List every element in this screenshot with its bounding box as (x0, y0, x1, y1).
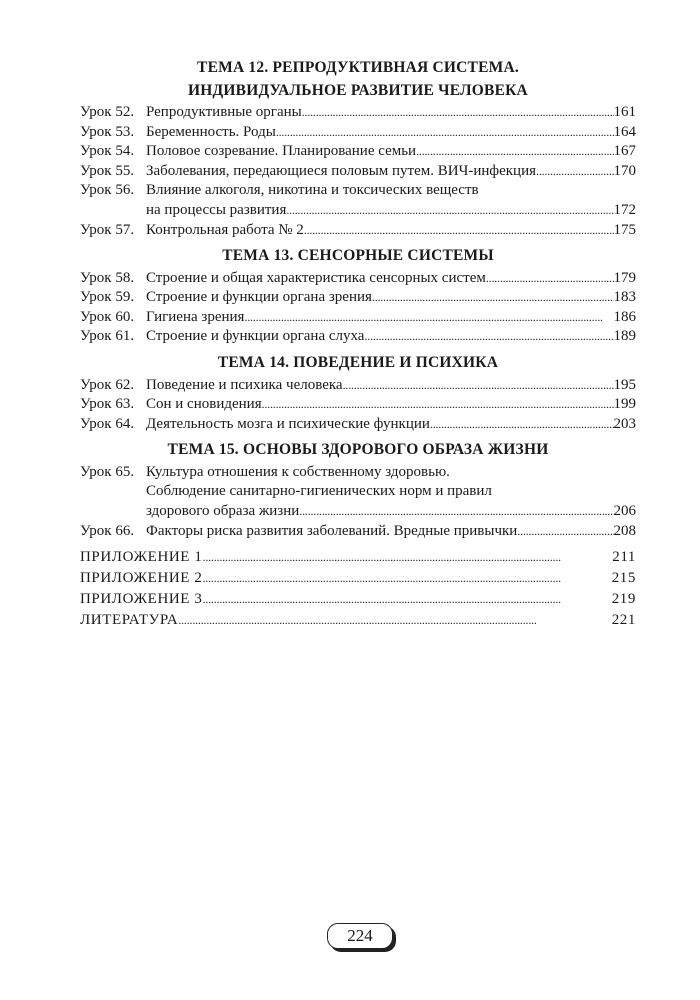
toc-entry[interactable] (80, 103, 636, 123)
page-reference: 199 (613, 396, 636, 413)
page-reference: 183 (613, 289, 636, 306)
dot-leader (343, 376, 614, 396)
lesson-number: Урок 57. (80, 221, 135, 238)
dot-leader (430, 415, 614, 435)
toc-entry-line (80, 162, 636, 182)
table-of-contents (80, 58, 636, 631)
toc-entry-line (80, 221, 636, 241)
page-reference: 221 (611, 612, 636, 629)
lesson-number: Урок 53. (80, 123, 135, 140)
lesson-number: Урок 66. (80, 522, 135, 539)
lesson-title: на процессы развития (146, 201, 287, 218)
topic-title: ИНДИВИДУАЛЬНОЕ РАЗВИТИЕ ЧЕЛОВЕКА (188, 81, 528, 99)
page-reference: 161 (613, 104, 636, 120)
toc-topic-section (80, 246, 636, 347)
lesson-number: Урок 65. (80, 463, 135, 480)
lesson-number: Урок 56. (80, 182, 135, 199)
toc-entry[interactable] (80, 415, 636, 435)
toc-entry[interactable] (80, 522, 636, 542)
toc-entry[interactable] (80, 568, 636, 589)
toc-entry[interactable] (80, 288, 636, 308)
page-reference: 186 (613, 308, 636, 325)
lesson-title: Деятельность мозга и психические функции (146, 415, 430, 432)
toc-entry-line (80, 502, 636, 522)
topic-title: ТЕМА 15. ОСНОВЫ ЗДОРОВОГО ОБРАЗА ЖИЗНИ (167, 441, 549, 459)
lesson-title: Влияние алкоголя, никотина и токсических веществ (146, 182, 479, 199)
toc-entry[interactable] (80, 123, 636, 143)
appendix-title: ПРИЛОЖЕНИЕ 1 (80, 549, 203, 566)
toc-entry[interactable] (80, 162, 636, 182)
dot-leader (203, 568, 612, 589)
appendix-title: ПРИЛОЖЕНИЕ 2 (80, 570, 203, 587)
toc-entry-line (80, 482, 636, 502)
dot-leader (517, 522, 613, 542)
page-reference: 179 (613, 269, 636, 286)
appendix-title: ПРИЛОЖЕНИЕ 3 (80, 591, 203, 608)
lesson-number: Урок 63. (80, 396, 135, 413)
page-reference: 208 (613, 522, 636, 539)
lesson-number: Урок 61. (80, 328, 135, 345)
dot-leader (364, 327, 613, 347)
dot-leader (262, 395, 614, 415)
toc-entry[interactable] (80, 376, 636, 396)
dot-leader (276, 123, 614, 143)
lesson-number: Урок 64. (80, 415, 135, 432)
lesson-number: Урок 60. (80, 308, 135, 325)
dot-leader (244, 308, 613, 328)
lesson-title: здорового образа жизни (146, 503, 300, 519)
toc-entry-line (80, 123, 636, 143)
toc-entry[interactable] (80, 308, 636, 328)
page-reference: 203 (613, 415, 636, 432)
toc-entry-line (80, 269, 636, 289)
lesson-title: Гигиена зрения (146, 308, 245, 325)
lesson-title: Строение и общая характеристика сенсорных систем (146, 269, 486, 286)
toc-topic-section (80, 440, 636, 541)
lesson-title: Беременность. Роды (146, 123, 276, 140)
lesson-title: Репродуктивные органы (146, 104, 302, 120)
lesson-title: Половое созревание. Планирование семьи (146, 143, 417, 160)
page-reference: 215 (611, 570, 636, 587)
dot-leader (372, 288, 614, 308)
dot-leader (286, 201, 613, 221)
toc-entry[interactable] (80, 589, 636, 610)
toc-entry[interactable] (80, 395, 636, 415)
toc-entry-line (80, 463, 636, 483)
toc-entry-line (80, 376, 636, 396)
toc-appendices (80, 547, 636, 631)
toc-entry[interactable] (80, 181, 636, 220)
topic-title: ТЕМА 13. СЕНСОРНЫЕ СИСТЕМЫ (222, 247, 494, 265)
toc-entry[interactable] (80, 327, 636, 347)
toc-entry-line (80, 103, 636, 123)
appendix-title: ЛИТЕРАТУРА (80, 612, 179, 629)
toc-entry[interactable] (80, 142, 636, 162)
page-reference: 167 (613, 143, 636, 160)
toc-entry[interactable] (80, 463, 636, 522)
page-reference: 219 (611, 591, 636, 608)
toc-entry-line (80, 395, 636, 415)
lesson-title: Сон и сновидения (146, 396, 262, 413)
topic-title: ТЕМА 14. ПОВЕДЕНИЕ И ПСИХИКА (217, 354, 499, 372)
dot-leader (299, 502, 613, 522)
toc-entry-line (80, 327, 636, 347)
dot-leader (416, 142, 613, 162)
lesson-title: Факторы риска развития заболеваний. Вредные привычки (146, 522, 518, 539)
toc-entry-line (80, 288, 636, 308)
dot-leader (203, 589, 612, 610)
page-reference: 164 (613, 123, 636, 140)
lesson-title: Культура отношения к собственному здоровью. (146, 463, 450, 480)
lesson-number: Урок 52. (80, 104, 135, 120)
page-reference: 211 (612, 549, 636, 566)
page-reference: 206 (613, 503, 636, 519)
lesson-number: Урок 62. (80, 376, 135, 393)
page-reference: 195 (613, 376, 636, 393)
dot-leader (302, 103, 614, 123)
topic-title: ТЕМА 12. РЕПРОДУКТИВНАЯ СИСТЕМА. (197, 59, 519, 76)
lesson-title: Строение и функции органа зрения (146, 289, 372, 306)
page-reference: 170 (613, 162, 636, 179)
dot-leader (486, 269, 614, 289)
lesson-title: Поведение и психика человека (146, 376, 343, 393)
lesson-title: Заболевания, передающиеся половым путем. ВИЧ-инфекция (146, 162, 537, 179)
toc-entry-line (80, 308, 636, 328)
toc-entry-line (80, 142, 636, 162)
toc-entry-line (80, 201, 636, 221)
toc-entry[interactable] (80, 610, 636, 631)
toc-entry[interactable] (80, 221, 636, 241)
toc-entry-line (80, 415, 636, 435)
lesson-title: Контрольная работа № 2 (146, 221, 304, 238)
toc-entry-line (80, 522, 636, 542)
lesson-number: Урок 55. (80, 162, 135, 179)
toc-topic-section (80, 353, 636, 434)
dot-leader (178, 610, 611, 631)
lesson-number: Урок 59. (80, 289, 135, 306)
lesson-title: Строение и функции органа слуха (146, 328, 365, 345)
dot-leader (536, 162, 613, 182)
toc-entry-line (80, 181, 636, 201)
toc-topic-section (80, 58, 636, 240)
lesson-title: Соблюдение санитарно-гигиенических норм и правил (146, 483, 492, 500)
page-reference: 189 (613, 328, 636, 345)
dot-leader (203, 547, 613, 568)
page-reference: 175 (613, 221, 636, 238)
page-number: 224 (327, 923, 393, 949)
lesson-number: Урок 58. (80, 269, 135, 286)
dot-leader (304, 221, 614, 241)
page-reference: 172 (613, 201, 636, 218)
lesson-number: Урок 54. (80, 143, 135, 160)
toc-entry[interactable] (80, 547, 636, 568)
toc-entry[interactable] (80, 269, 636, 289)
